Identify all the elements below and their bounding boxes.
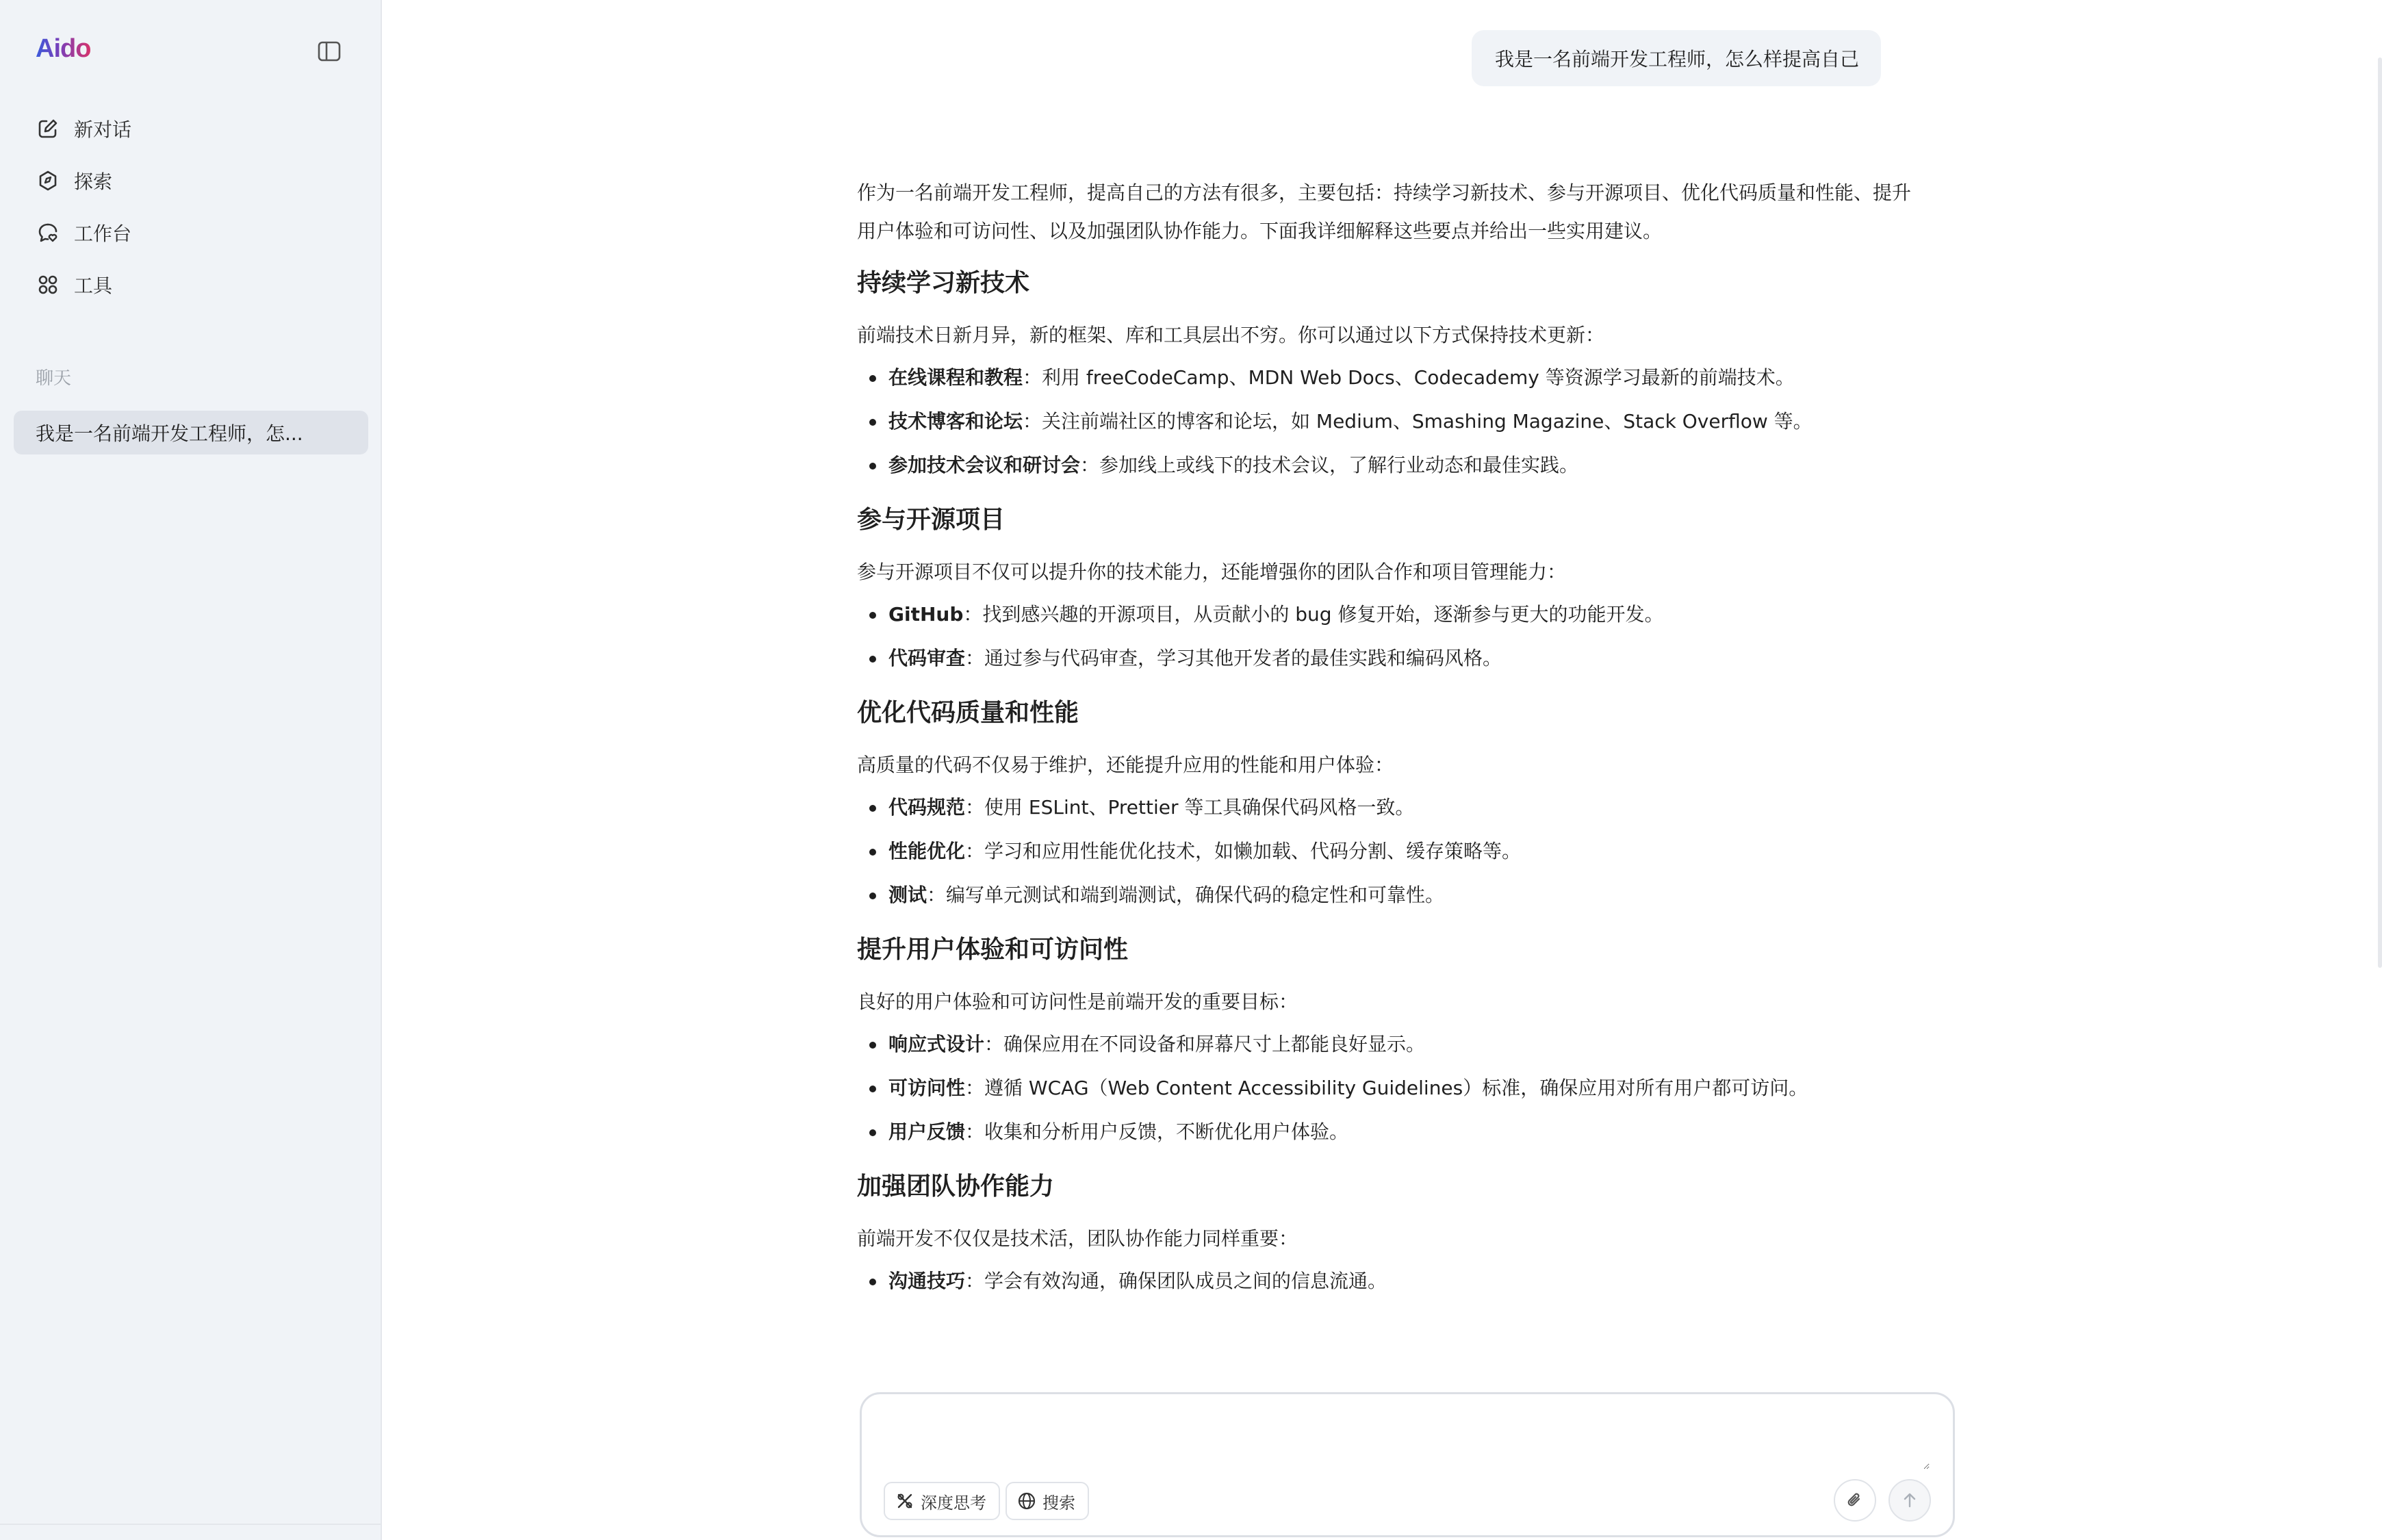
section-lead: 前端技术日新月异，新的框架、库和工具层出不穷。你可以通过以下方式保持技术更新： [857,324,1605,346]
section-heading: 持续学习新技术 [857,269,1030,297]
globe-icon [1016,1491,1037,1511]
list-item [857,786,1925,830]
deep-think-toggle[interactable] [884,1482,1000,1520]
list-item-term: 代码审查 [888,647,966,669]
list-item-text: ：收集和分析用户反馈，不断优化用户体验。 [965,1120,1349,1143]
list-item [857,873,1925,917]
chats-section-label: 聊天 [36,368,72,389]
list-item-term: 响应式设计 [888,1033,985,1055]
web-search-toggle[interactable] [1006,1482,1089,1520]
message-input[interactable] [882,1408,1930,1470]
list-item-term: 代码规范 [888,796,966,819]
message-composer [860,1392,1955,1537]
list-item [857,637,1925,680]
list-item-text: ：关注前端社区的博客和论坛，如 Medium、Smashing Magazine、Stack Overflow 等。 [1023,410,1813,433]
bullet-list [857,1259,1925,1303]
list-item-text: ：学习和应用性能优化技术，如懒加载、代码分割、缓存策略等。 [965,840,1522,862]
list-item [857,1110,1925,1154]
deep-think-icon [895,1491,915,1511]
list-item [857,1023,1925,1066]
list-item [857,444,1925,487]
response-intro: 作为一名前端开发工程师，提高自己的方法有很多，主要包括：持续学习新技术、参与开源项目、优化代码质量和性能、提升用户体验和可访问性、以及加强团队协作能力。下面我详细解释这些要点并给出一些实用建议。 [857,181,1912,242]
nav-tools[interactable] [21,259,368,311]
attach-button[interactable] [1834,1479,1876,1522]
section-lead: 前端开发不仅仅是技术活，团队协作能力同样重要： [857,1227,1298,1250]
arrow-up-icon [1901,1491,1919,1509]
list-item [857,1066,1925,1110]
apps-icon [36,272,60,297]
edit-icon [36,116,60,141]
list-item-term: 参加技术会议和研讨会 [888,454,1081,476]
app-logo[interactable]: Aido [36,34,91,63]
nav-label: 探索 [74,170,113,193]
list-item-term: 可访问性 [888,1077,966,1099]
chat-history-item[interactable]: 我是一名前端开发工程师，怎... [14,411,368,454]
list-item-term: 沟通技巧 [888,1270,966,1292]
nav-label: 工具 [74,274,113,297]
list-item [857,1259,1925,1303]
list-item-term: GitHub [888,603,964,626]
list-item-text: ：参加线上或线下的技术会议，了解行业动态和最佳实践。 [1080,454,1579,476]
assistant-response [857,174,1925,1303]
sidebar [0,0,382,1540]
search-label: 搜索 [1042,1493,1075,1513]
bullet-list [857,356,1925,487]
chat-heart-icon [36,220,60,245]
list-item [857,400,1925,444]
scrollbar[interactable] [2378,57,2382,968]
list-item-text: ：找到感兴趣的开源项目，从贡献小的 bug 修复开始，逐渐参与更大的功能开发。 [963,603,1664,626]
nav-explore[interactable] [21,155,368,207]
sidebar-toggle-icon [318,41,341,62]
list-item-term: 测试 [888,884,927,906]
list-item-text: ：学会有效沟通，确保团队成员之间的信息流通。 [965,1270,1387,1292]
section-heading: 提升用户体验和可访问性 [857,936,1129,964]
sidebar-nav [21,103,368,311]
list-item-text: ：确保应用在不同设备和屏幕尺寸上都能良好显示。 [984,1033,1426,1055]
send-button[interactable] [1888,1479,1931,1522]
bullet-list [857,786,1925,917]
list-item-text: ：编写单元测试和端到端测试，确保代码的稳定性和可靠性。 [927,884,1445,906]
collapse-sidebar-button[interactable] [313,38,345,64]
bullet-list [857,1023,1925,1154]
bullet-list [857,593,1925,680]
section-lead: 高质量的代码不仅易于维护，还能提升应用的性能和用户体验： [857,754,1394,776]
section-lead: 良好的用户体验和可访问性是前端开发的重要目标： [857,990,1298,1013]
paperclip-icon [1845,1491,1865,1510]
list-item-term: 性能优化 [888,840,966,862]
section-heading: 加强团队协作能力 [857,1172,1055,1201]
list-item [857,830,1925,873]
compass-icon [36,168,60,193]
nav-label: 工作台 [74,222,132,245]
nav-label: 新对话 [74,118,132,141]
nav-new-chat[interactable] [21,103,368,155]
list-item-text: ：利用 freeCodeCamp、MDN Web Docs、Codecademy 等资源学习最新的前端技术。 [1023,366,1795,389]
user-message-bubble: 我是一名前端开发工程师，怎么样提高自己 [1472,30,1881,86]
deep-think-label: 深度思考 [921,1493,986,1513]
list-item-text: ：通过参与代码审查，学习其他开发者的最佳实践和编码风格。 [965,647,1502,669]
list-item-term: 在线课程和教程 [888,366,1023,389]
list-item [857,356,1925,400]
nav-workspace[interactable] [21,207,368,259]
list-item [857,593,1925,637]
divider [0,1524,382,1525]
list-item-term: 用户反馈 [888,1120,966,1143]
section-heading: 优化代码质量和性能 [857,699,1079,727]
section-heading: 参与开源项目 [857,506,1006,534]
list-item-text: ：使用 ESLint、Prettier 等工具确保代码风格一致。 [965,796,1415,819]
list-item-term: 技术博客和论坛 [888,410,1023,433]
section-lead: 参与开源项目不仅可以提升你的技术能力，还能增强你的团队合作和项目管理能力： [857,561,1567,583]
list-item-text: ：遵循 WCAG（Web Content Accessibility Guidelines）标准，确保应用对所有用户都可访问。 [965,1077,1808,1099]
